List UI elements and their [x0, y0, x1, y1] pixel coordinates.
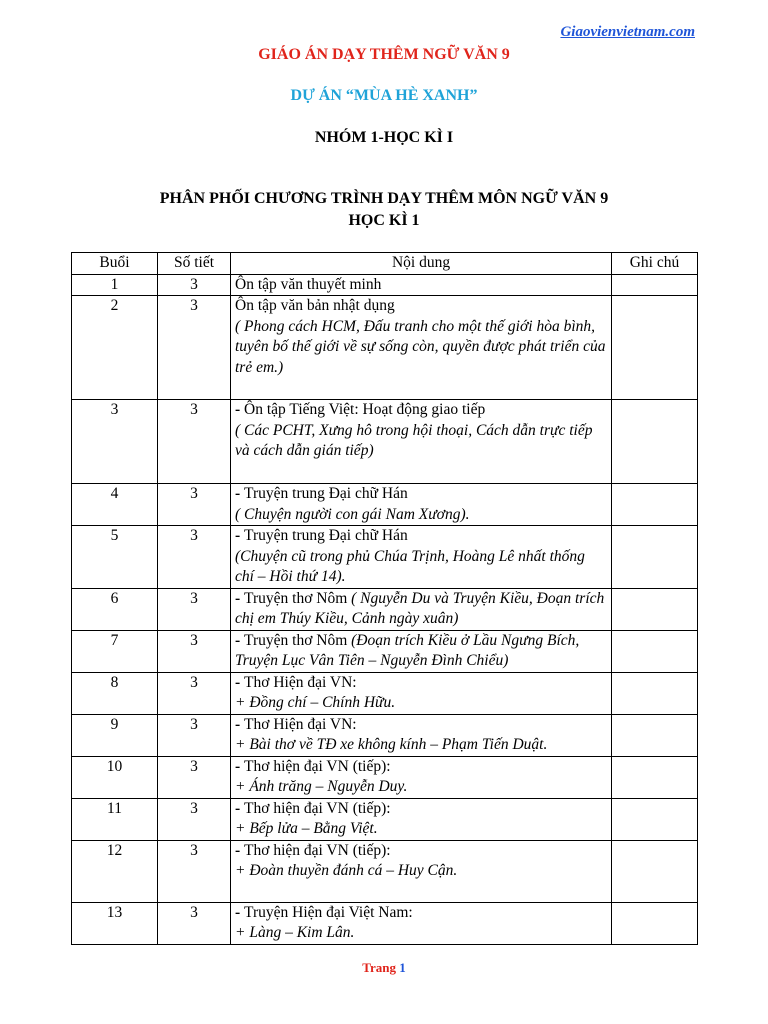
cell-content: [231, 756, 612, 798]
cell-content: [231, 526, 612, 589]
table-row: [72, 798, 698, 840]
cell-periods: 3: [158, 902, 231, 944]
table-row: [72, 756, 698, 798]
content-detail: (Chuyện cũ trong phủ Chúa Trịnh, Hoàng Lê nhất thống chí – Hồi thứ 14).: [235, 547, 585, 585]
cell-session: 4: [72, 484, 158, 526]
content-detail: (Đoạn trích Kiều ở Lầu Ngưng Bích, Truyện Lục Vân Tiên – Nguyễn Đình Chiểu): [235, 631, 580, 669]
cell-periods: 3: [158, 484, 231, 526]
content-dash: -: [235, 485, 245, 502]
cell-session: 2: [72, 296, 158, 400]
cell-note: [612, 756, 698, 798]
content-dash: -: [235, 841, 245, 859]
content-detail: + Bài thơ về TĐ xe không kính – Phạm Tiến Duật.: [235, 736, 548, 753]
content-topic: Ôn tập Tiếng Việt: Hoạt động giao tiếp: [244, 401, 486, 418]
content-topic: Truyện thơ Nôm: [244, 631, 352, 649]
cell-content: [231, 902, 612, 944]
table-row: [72, 274, 698, 296]
cell-note: [612, 840, 698, 902]
cell-note: [612, 588, 698, 630]
content-dash: -: [235, 631, 245, 649]
cell-content: [231, 400, 612, 484]
content-topic: Truyện trung Đại chữ Hán: [244, 527, 408, 544]
content-detail: + Đồng chí – Chính Hữu.: [235, 694, 396, 711]
cell-session: 9: [72, 714, 158, 756]
content-detail: + Ánh trăng – Nguyễn Duy.: [235, 778, 408, 795]
cell-note: [612, 400, 698, 484]
cell-session: 5: [72, 526, 158, 589]
content-topic: Truyện Hiện đại Việt Nam:: [244, 903, 413, 921]
cell-content: [231, 714, 612, 756]
cell-note: [612, 526, 698, 589]
cell-note: [612, 484, 698, 526]
table-row: [72, 400, 698, 484]
header-notes: Ghi chú: [612, 253, 698, 275]
content-detail: + Bếp lửa – Bằng Việt.: [235, 820, 378, 837]
content-dash: -: [235, 757, 245, 775]
content-topic: Thơ hiện đại VN (tiếp):: [244, 841, 391, 859]
header-session: Buổi: [72, 253, 158, 275]
group-label: NHÓM 1-HỌC KÌ I: [314, 129, 454, 146]
cell-periods: 3: [158, 526, 231, 589]
cell-session: 7: [72, 630, 158, 672]
page-label: Trang: [362, 960, 400, 975]
cell-session: 6: [72, 588, 158, 630]
cell-session: 10: [72, 756, 158, 798]
table-row: [72, 840, 698, 902]
cell-session: 11: [72, 798, 158, 840]
cell-note: [612, 630, 698, 672]
cell-note: [612, 296, 698, 400]
content-detail: ( Phong cách HCM, Đấu tranh cho một thế giới hòa bình, tuyên bố thế giới về sự sống còn, quyền được phát triển của trẻ em.): [235, 317, 606, 376]
content-dash: -: [235, 401, 245, 418]
table-row: [72, 630, 698, 672]
cell-note: [612, 274, 698, 296]
content-topic: Thơ hiện đại VN (tiếp):: [244, 799, 391, 817]
content-topic: Truyện trung Đại chữ Hán: [244, 485, 408, 502]
table-row: [72, 672, 698, 714]
project-name: DỰ ÁN “MÙA HÈ XANH”: [290, 87, 478, 104]
content-detail: ( Các PCHT, Xưng hô trong hội thoại, Cách dẫn trực tiếp và cách dẫn gián tiếp): [235, 421, 593, 459]
table-row: [72, 526, 698, 589]
content-topic: Thơ hiện đại VN (tiếp):: [244, 757, 391, 775]
cell-content: [231, 274, 612, 296]
content-topic: Thơ Hiện đại VN:: [244, 673, 357, 691]
cell-note: [612, 672, 698, 714]
cell-periods: 3: [158, 798, 231, 840]
content-topic: Ôn tập văn thuyết minh: [235, 275, 382, 293]
content-detail: ( Chuyện người con gái Nam Xương).: [235, 505, 470, 523]
cell-content: [231, 672, 612, 714]
website-link[interactable]: Giaovienvietnam.com: [560, 24, 695, 40]
cell-note: [612, 798, 698, 840]
content-dash: -: [235, 799, 245, 817]
cell-periods: 3: [158, 840, 231, 902]
page-number: 1: [399, 960, 406, 975]
cell-content: [231, 840, 612, 902]
content-dash: -: [235, 673, 245, 691]
table-row: [72, 714, 698, 756]
cell-content: [231, 484, 612, 526]
header-content: Nội dung: [231, 253, 612, 275]
curriculum-table: [71, 252, 698, 945]
cell-content: [231, 798, 612, 840]
cell-periods: 3: [158, 714, 231, 756]
cell-session: 8: [72, 672, 158, 714]
cell-periods: 3: [158, 296, 231, 400]
cell-periods: 3: [158, 630, 231, 672]
content-dash: -: [235, 589, 245, 607]
table-body: [72, 274, 698, 944]
table-row: [72, 588, 698, 630]
cell-session: 3: [72, 400, 158, 484]
page-footer: [0, 960, 768, 976]
cell-note: [612, 902, 698, 944]
cell-content: [231, 630, 612, 672]
cell-content: [231, 588, 612, 630]
cell-session: 12: [72, 840, 158, 902]
cell-session: 1: [72, 274, 158, 296]
semester-heading: HỌC KÌ 1: [348, 212, 420, 229]
table-row: [72, 902, 698, 944]
content-topic: Thơ Hiện đại VN:: [244, 715, 357, 733]
content-dash: -: [235, 527, 245, 544]
cell-periods: 3: [158, 274, 231, 296]
cell-periods: 3: [158, 756, 231, 798]
cell-note: [612, 714, 698, 756]
table-header-row: [72, 253, 698, 275]
cell-session: 13: [72, 902, 158, 944]
content-topic: Truyện thơ Nôm: [244, 589, 352, 607]
cell-content: [231, 296, 612, 400]
document-title: GIÁO ÁN DẠY THÊM NGỮ VĂN 9: [258, 46, 510, 63]
cell-periods: 3: [158, 400, 231, 484]
section-heading: PHÂN PHỐI CHƯƠNG TRÌNH DẠY THÊM MÔN NGỮ VĂN 9: [159, 190, 609, 207]
table-row: [72, 484, 698, 526]
cell-periods: 3: [158, 672, 231, 714]
content-detail: + Làng – Kim Lân.: [235, 924, 355, 941]
content-dash: -: [235, 903, 245, 921]
header-periods: Số tiết: [158, 253, 231, 275]
content-topic: Ôn tập văn bản nhật dụng: [235, 297, 395, 314]
content-detail: + Đoàn thuyền đánh cá – Huy Cận.: [235, 862, 458, 879]
table-row: [72, 296, 698, 400]
content-dash: -: [235, 715, 245, 733]
content-detail: ( Nguyễn Du và Truyện Kiều, Đoạn trích chị em Thúy Kiều, Cảnh ngày xuân): [235, 589, 605, 627]
cell-periods: 3: [158, 588, 231, 630]
